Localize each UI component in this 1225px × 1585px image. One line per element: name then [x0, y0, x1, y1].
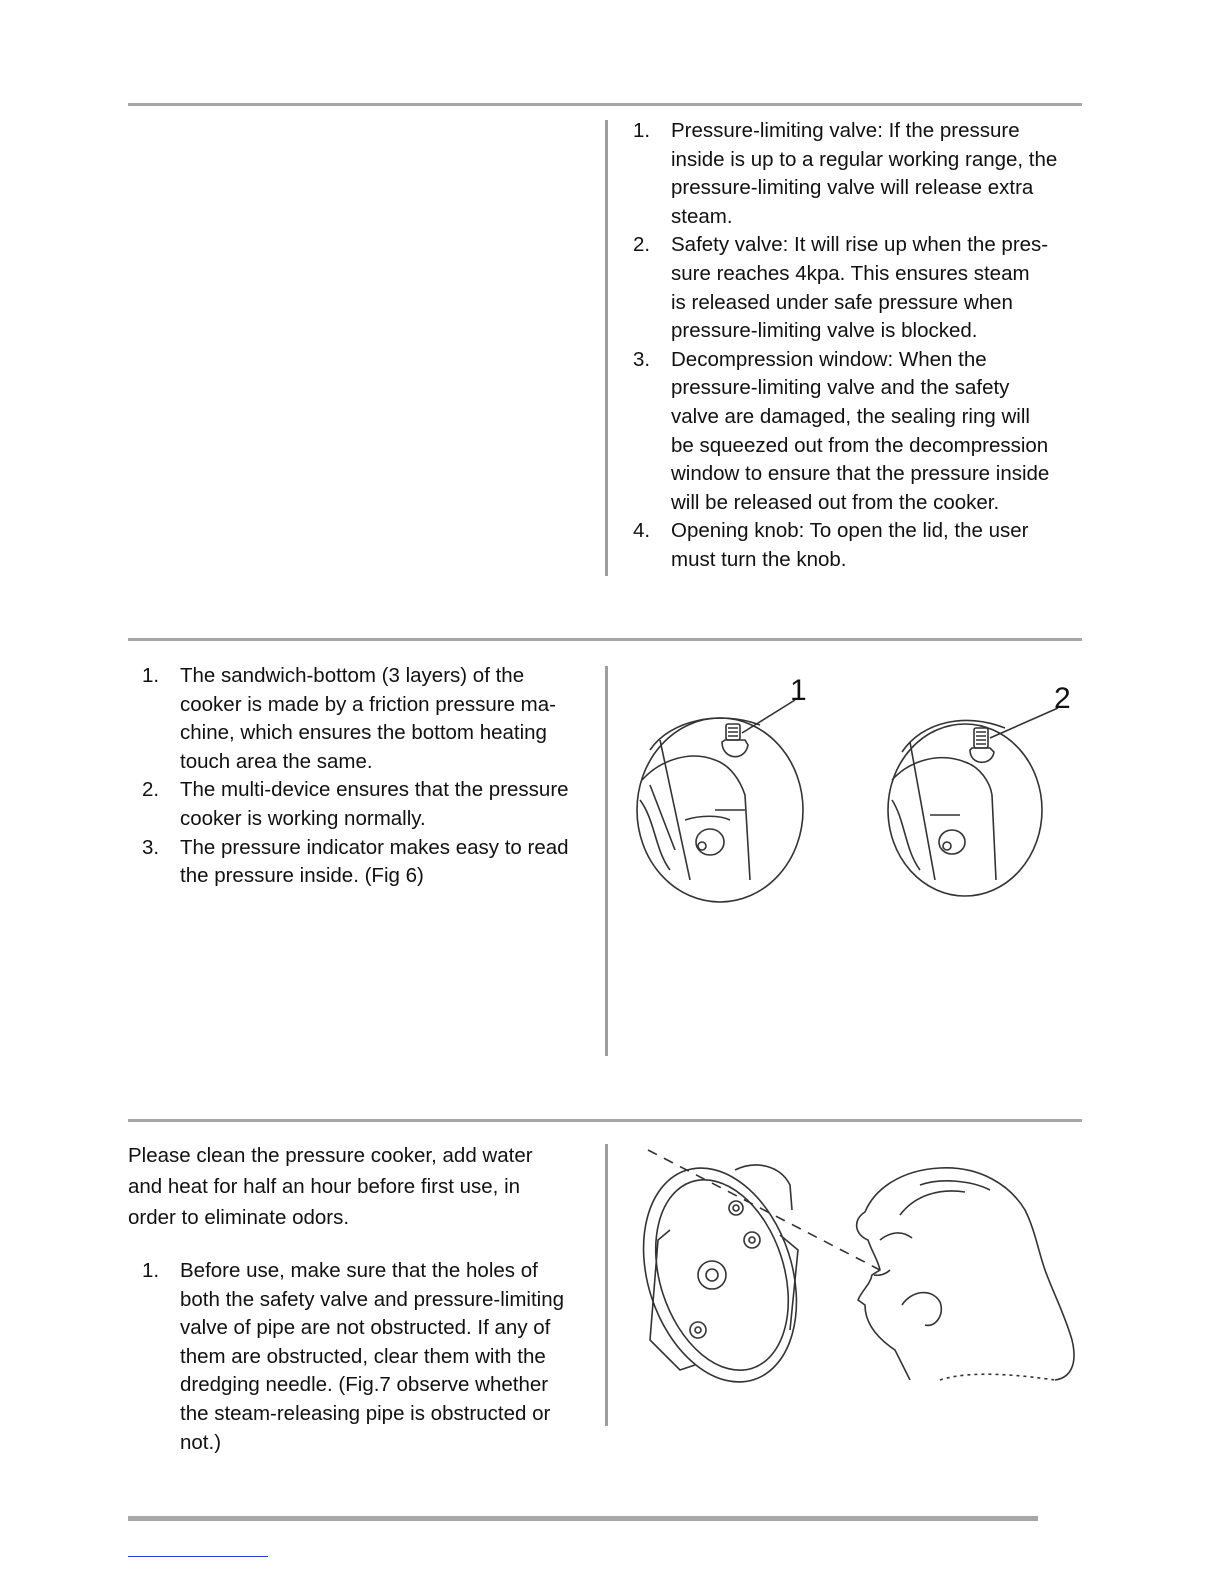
first-use-intro: [128, 1140, 598, 1233]
list-number: 1.: [142, 664, 160, 687]
list-line: chine, which ensures the bottom heating: [180, 721, 547, 745]
column-divider-3: [605, 1144, 608, 1426]
list-line: Decompression window: When the: [671, 347, 987, 371]
column-divider-1: [605, 120, 608, 576]
section-rule-middle: [128, 638, 1082, 641]
callout-label-2: 2: [1054, 682, 1071, 715]
list-line: them are obstructed, clear them with the: [180, 1344, 546, 1368]
list-item: [142, 1257, 602, 1457]
list-line: The sandwich-bottom (3 layers) of the: [180, 664, 525, 687]
first-use-list: [142, 1257, 602, 1457]
list-number: 3.: [142, 835, 160, 859]
intro-line: order to eliminate odors.: [128, 1206, 350, 1229]
list-line: cooker is working normally.: [180, 806, 426, 830]
list-line: the steam-releasing pipe is obstructed or: [180, 1401, 551, 1425]
list-line: Opening knob: To open the lid, the user: [671, 519, 1029, 543]
list-line: must turn the knob.: [671, 547, 847, 571]
footer-link-underline: [128, 1556, 268, 1557]
list-number: 3.: [633, 347, 651, 371]
list-item: [633, 517, 1103, 574]
callout-label-1: 1: [790, 674, 807, 707]
list-line: valve are damaged, the sealing ring will: [671, 404, 1030, 428]
list-line: sure reaches 4kpa. This ensures steam: [671, 261, 1030, 285]
list-line: touch area the same.: [180, 749, 373, 773]
list-line: steam.: [671, 204, 733, 228]
valves-list: [633, 117, 1103, 575]
list-number: 4.: [633, 519, 651, 543]
list-line: cooker is made by a friction pressure ma-: [180, 692, 556, 716]
list-line: both the safety valve and pressure-limiting: [180, 1287, 565, 1311]
list-line: will be released out from the cooker.: [671, 490, 1000, 514]
list-line: not.): [180, 1430, 222, 1454]
list-line: dredging needle. (Fig.7 observe whether: [180, 1373, 549, 1397]
list-line: pressure-limiting valve and the safety: [671, 376, 1010, 400]
list-line: The pressure indicator makes easy to read: [180, 835, 569, 859]
section-rule-top: [128, 103, 1082, 106]
list-item: [142, 776, 602, 833]
lid-inspection-svg: [640, 1140, 1090, 1390]
list-item: [142, 834, 602, 891]
list-line: valve of pipe are not obstructed. If any of: [180, 1316, 551, 1340]
list-item: [633, 231, 1103, 345]
list-line: The multi-device ensures that the pressure: [180, 778, 569, 802]
list-item: [142, 662, 602, 776]
list-line: window to ensure that the pressure inside: [671, 462, 1050, 486]
valve-illustration: [630, 670, 1090, 910]
list-line: pressure-limiting valve will release extra: [671, 176, 1034, 200]
list-line: the pressure inside. (Fig 6): [180, 864, 424, 888]
list-line: is released under safe pressure when: [671, 290, 1013, 314]
list-number: 1.: [633, 119, 651, 142]
section-rule-lower: [128, 1119, 1082, 1122]
list-item: [633, 346, 1103, 518]
list-number: 2.: [142, 778, 160, 802]
list-line: be squeezed out from the decompression: [671, 433, 1049, 457]
list-number: 2.: [633, 233, 651, 257]
valve-illustration-svg: [630, 670, 1090, 910]
list-line: Safety valve: It will rise up when the pres-: [671, 233, 1049, 257]
list-number: 1.: [142, 1259, 160, 1282]
column-divider-2: [605, 666, 608, 1056]
features-list: [142, 662, 602, 891]
intro-line: Please clean the pressure cooker, add water: [128, 1144, 533, 1167]
list-line: Before use, make sure that the holes of: [180, 1259, 538, 1282]
intro-line: and heat for half an hour before first use, in: [128, 1175, 521, 1198]
list-line: Pressure-limiting valve: If the pressure: [671, 119, 1020, 142]
list-line: inside is up to a regular working range, the: [671, 147, 1058, 171]
page-footer-rule: [128, 1516, 1038, 1521]
list-line: pressure-limiting valve is blocked.: [671, 319, 978, 343]
lid-inspection-illustration: [640, 1140, 1090, 1390]
list-item: [633, 117, 1103, 231]
